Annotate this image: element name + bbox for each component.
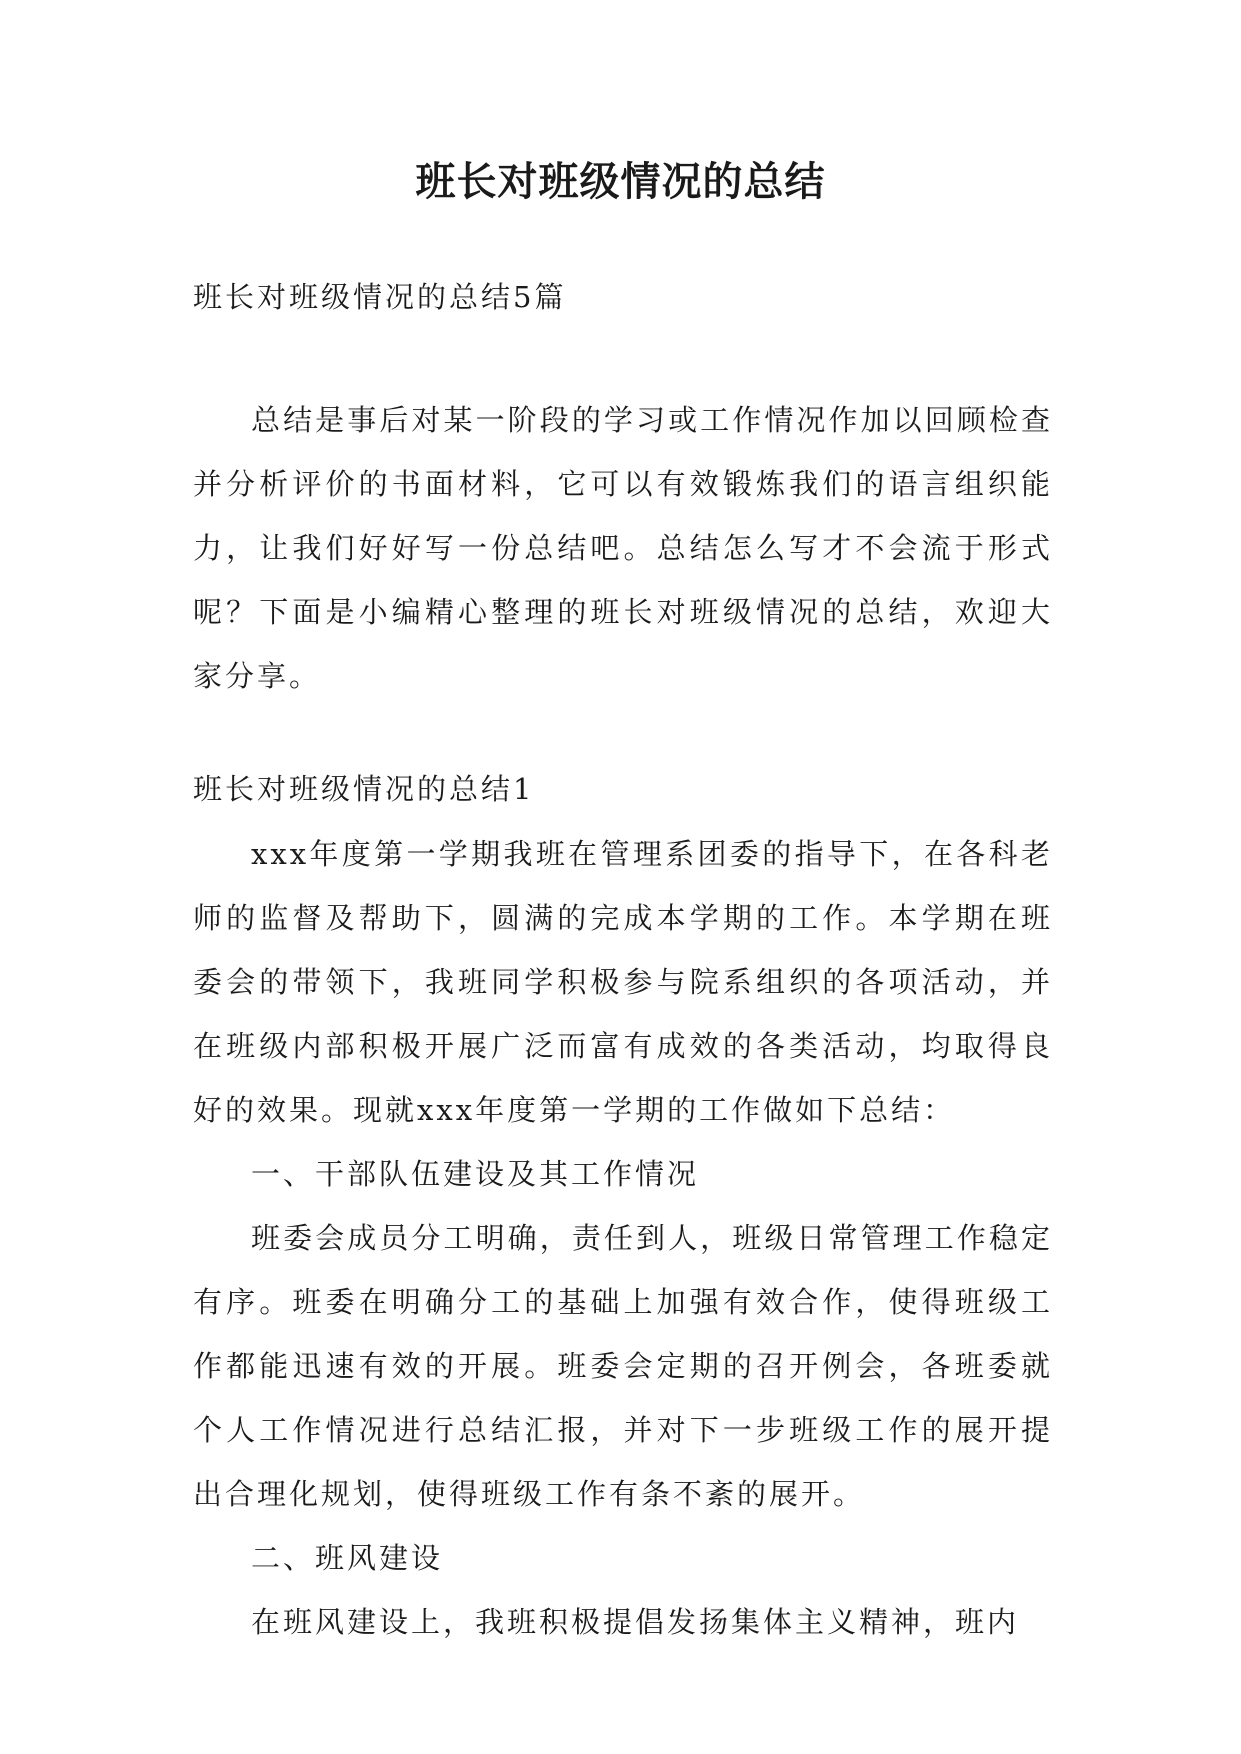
section-heading-2: 二、班风建设 (251, 1541, 444, 1575)
section-heading-1: 一、干部队伍建设及其工作情况 (251, 1157, 700, 1191)
body-paragraph-2: 班委会成员分工明确，责任到人，班级日常管理工作稳定有序。班委在明确分工的基础上加强有效合作，使得班级工作都能迅速有效的开展。班委会定期的召开例会，各班委就个人工作情况进行总结汇报，并对下一步班级工作的展开提出合理化规划，使得班级工作有条不紊的展开。 (193, 1221, 1053, 1511)
document-body (193, 264, 1053, 1654)
document-title: 班长对班级情况的总结 (415, 159, 826, 205)
body-paragraph-3: 在班风建设上，我班积极提倡发扬集体主义精神，班内 (251, 1605, 1020, 1639)
document-subtitle: 班长对班级情况的总结5篇 (193, 280, 567, 314)
intro-paragraph: 总结是事后对某一阶段的学习或工作情况作加以回顾检查并分析评价的书面材料，它可以有效锻炼我们的语言组织能力，让我们好好写一份总结吧。总结怎么写才不会流于形式呢？下面是小编精心整理的班长对班级情况的总结，欢迎大家分享。 (193, 403, 1053, 693)
section-title: 班长对班级情况的总结1 (193, 772, 535, 806)
body-paragraph-1: xxx年度第一学期我班在管理系团委的指导下，在各科老师的监督及帮助下，圆满的完成本学期的工作。本学期在班委会的带领下，我班同学积极参与院系组织的各项活动，并在班级内部积极开展广泛而富有成效的各类活动，均取得良好的效果。现就xxx年度第一学期的工作做如下总结： (193, 837, 1053, 1127)
